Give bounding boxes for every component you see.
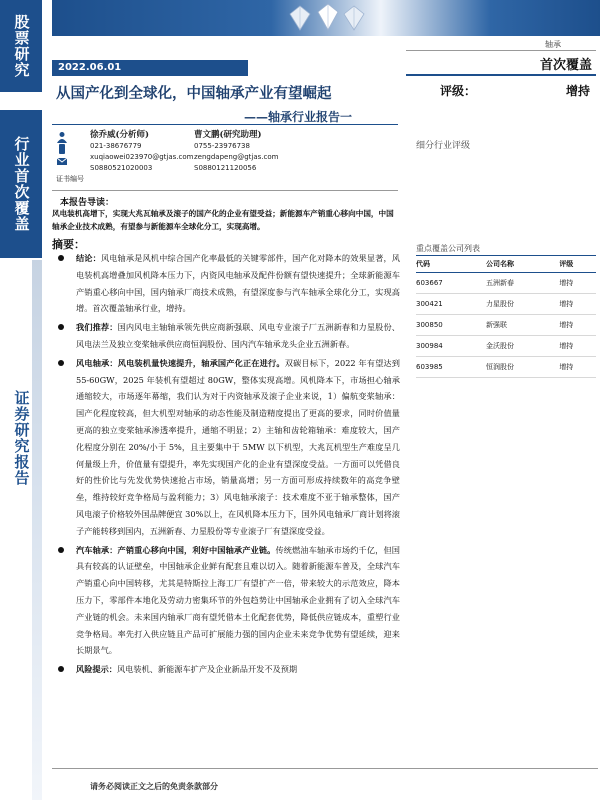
column-header: 评级	[559, 256, 596, 273]
table-row	[416, 294, 596, 315]
column-header: 公司名称	[486, 256, 559, 273]
analyst-2	[194, 130, 278, 174]
rating-value: 增持	[565, 84, 590, 98]
analyst-block	[56, 130, 396, 192]
company-rating: 增持	[559, 315, 596, 336]
abstract-heading: 摘要：	[52, 238, 85, 251]
stock-code: 603667	[416, 273, 486, 294]
divider	[52, 190, 398, 191]
table-row	[416, 315, 596, 336]
bullet-conclusion	[52, 250, 400, 317]
table-header-row	[416, 256, 596, 273]
divider	[406, 74, 596, 76]
analyst-email[interactable]: zengdapeng@gtjas.com	[194, 153, 279, 161]
sidebar-top-text: 股票研究	[12, 14, 31, 78]
email-icon	[56, 155, 68, 167]
sector-label: 轴承	[545, 40, 561, 49]
table-row	[416, 357, 596, 378]
column-header: 代码	[416, 256, 486, 273]
analyst-name: 徐乔威(分析师)	[90, 130, 150, 140]
company-list-heading: 重点覆盖公司列表	[416, 244, 480, 253]
sub-rating-label: 细分行业评级	[416, 141, 471, 151]
sidebar-mid-text: 行业首次覆盖	[12, 136, 31, 232]
report-title: 从国产化到全球化，中国轴承产业有望崛起	[56, 85, 332, 102]
bullet-head: 我们推荐：	[76, 322, 118, 333]
abstract-bullets	[52, 250, 400, 680]
analyst-phone: 021-38676779	[90, 142, 142, 150]
sidebar-block-top	[0, 0, 42, 92]
bullet-text: 风电轴承是风机中综合国产化率最低的关键零部件，国产化对降本的效果显著，风电装机高增叠加风机降本压力下，内资风电轴承及配件份额有望快速提升；全球新能源车产销重心移向中国，国内轴承厂商技术成熟，有望深度参与汽车轴承全球化分工，实现高增。首次覆盖轴承行业，增持。	[76, 253, 400, 314]
analyst-name: 曹文鹏(研究助理)	[194, 130, 262, 140]
cert-label: 证书编号	[56, 175, 84, 183]
report-subtitle: ——轴承行业报告一	[244, 110, 353, 124]
guide-text: 风电装机高增下，实现大兆瓦轴承及滚子的国产化的企业有望受益；新能源车产销重心移向中国，中国轴承企业技术成熟，有望参与新能源车全球化分工，实现高增。	[52, 209, 394, 231]
rating-label: 评级：	[440, 84, 477, 98]
bullet-head: 风电轴承：风电装机量快速提升，轴承国产化正在进行。	[76, 357, 285, 368]
stock-code: 603985	[416, 357, 486, 378]
divider	[52, 124, 398, 125]
bullet-text: 传统燃油车轴承市场约千亿，但国具有较高的认证壁垒，中国轴承企业鲜有配套且难以切入。随着新能源车普及，全球汽车产销重心向中国转移，尤其是特斯拉上海工厂有望扩产一倍，带来较大的示范效应，降本压力下，零部件本地化及劳动力密集环节的外包趋势让中国轴承企业拥有了切入全球汽车产业链的机会。未来国内轴承厂商有望凭借本土化配套优势，降低供应链成本，重塑行业竞争格局。率先打入供应链且产品可扩展能力强的国内企业未来竞争优势有望延续，迎来长期景气。	[76, 544, 400, 656]
guide-heading: 本报告导读：	[60, 198, 115, 208]
sidebar-bottom-text: 证券研究报告	[12, 390, 31, 486]
header-banner	[52, 0, 600, 36]
company-rating: 增持	[559, 273, 596, 294]
bullet-wind-bearing	[52, 355, 400, 540]
company-rating: 增持	[559, 336, 596, 357]
analyst-email[interactable]: xuqiaowei023970@gtjas.com	[90, 153, 194, 161]
stock-code: 300850	[416, 315, 486, 336]
analyst-1	[90, 130, 193, 174]
bullet-head: 结论：	[76, 253, 101, 263]
bullet-risk	[52, 661, 400, 678]
company-name: 金沃股份	[486, 336, 559, 357]
stock-code: 300421	[416, 294, 486, 315]
company-table	[416, 255, 596, 378]
analyst-cert: S0880521020003	[90, 164, 153, 172]
coverage-badge: 首次覆盖	[539, 58, 592, 73]
company-rating: 增持	[559, 357, 596, 378]
bullet-text: 风电装机、新能源车扩产及企业新品开发不及预期	[116, 664, 298, 675]
bullet-auto-bearing	[52, 542, 400, 660]
sidebar	[0, 0, 42, 800]
footer-rule	[52, 768, 598, 769]
diamond-icon	[280, 2, 370, 34]
company-name: 力星股份	[486, 294, 559, 315]
sidebar-gradient-strip	[32, 260, 42, 800]
bullet-head: 风险提示：	[76, 664, 117, 675]
bullet-text: 国内风电主轴轴承领先供应商新强联、风电专业滚子厂五洲新春和力星股份、风电法兰及独立变桨轴承供应商恒润股份、国内汽车轴承龙头企业五洲新春。	[76, 322, 400, 349]
table-row	[416, 336, 596, 357]
disclaimer-note: 请务必阅读正文之后的免责条款部分	[90, 781, 218, 791]
company-name: 五洲新春	[486, 273, 559, 294]
company-rating: 增持	[559, 294, 596, 315]
person-icon	[56, 131, 68, 143]
sidebar-block-bottom	[0, 390, 42, 510]
stock-code: 300984	[416, 336, 486, 357]
company-name: 新强联	[486, 315, 559, 336]
analyst-phone: 0755-23976738	[194, 142, 250, 150]
divider	[406, 50, 596, 51]
phone-icon	[56, 143, 68, 155]
analyst-cert: S0880121120056	[194, 164, 257, 172]
company-name: 恒润股份	[486, 357, 559, 378]
table-row	[416, 273, 596, 294]
sidebar-block-mid	[0, 110, 42, 258]
bullet-head: 汽车轴承：产销重心移向中国，利好中国轴承产业链。	[76, 544, 276, 555]
bullet-recommendation	[52, 319, 400, 353]
report-date: 2022.06.01	[52, 60, 248, 76]
bullet-text: 双碳目标下，2022 年有望达到 55-60GW，2025 年装机有望超过 80GW，整体实现高增。风机降本下，市场担心轴承通缩较大，市场逐年幕缩，我们认为对于内资轴承及滚子企业来说，1）偏航变桨轴承：国产化程度较高，但大机型对轴承的动态性能及制造精度提出了更高的要求，同时价值量更高的独立变桨轴承渗透率提升，通缩不明显；2）主轴和齿轮箱轴承：难度较大，国产化程度分别在 20%/小于 5%，且主要集中于 5MW 以下机型，大兆瓦机型生产难度呈几何量级上升，价值量有望提升，率先实现国产化的企业有望深度受益。一方面可以凭借良好的性价比与先发优势快速抢占市场，销量高增；另一方面可形成持续数年的高竞争壁垒，维持较好竞争格局与盈利能力；3）风电轴承滚子：技术难度不亚于轴承整体，国产风电滚子价格较外国品牌便宜 30%以上，在风机降本压力下，国外风电轴承厂商计划将滚子产能转移到国内，五洲新春、力星股份等专业滚子厂有望深度受益。	[76, 357, 400, 536]
